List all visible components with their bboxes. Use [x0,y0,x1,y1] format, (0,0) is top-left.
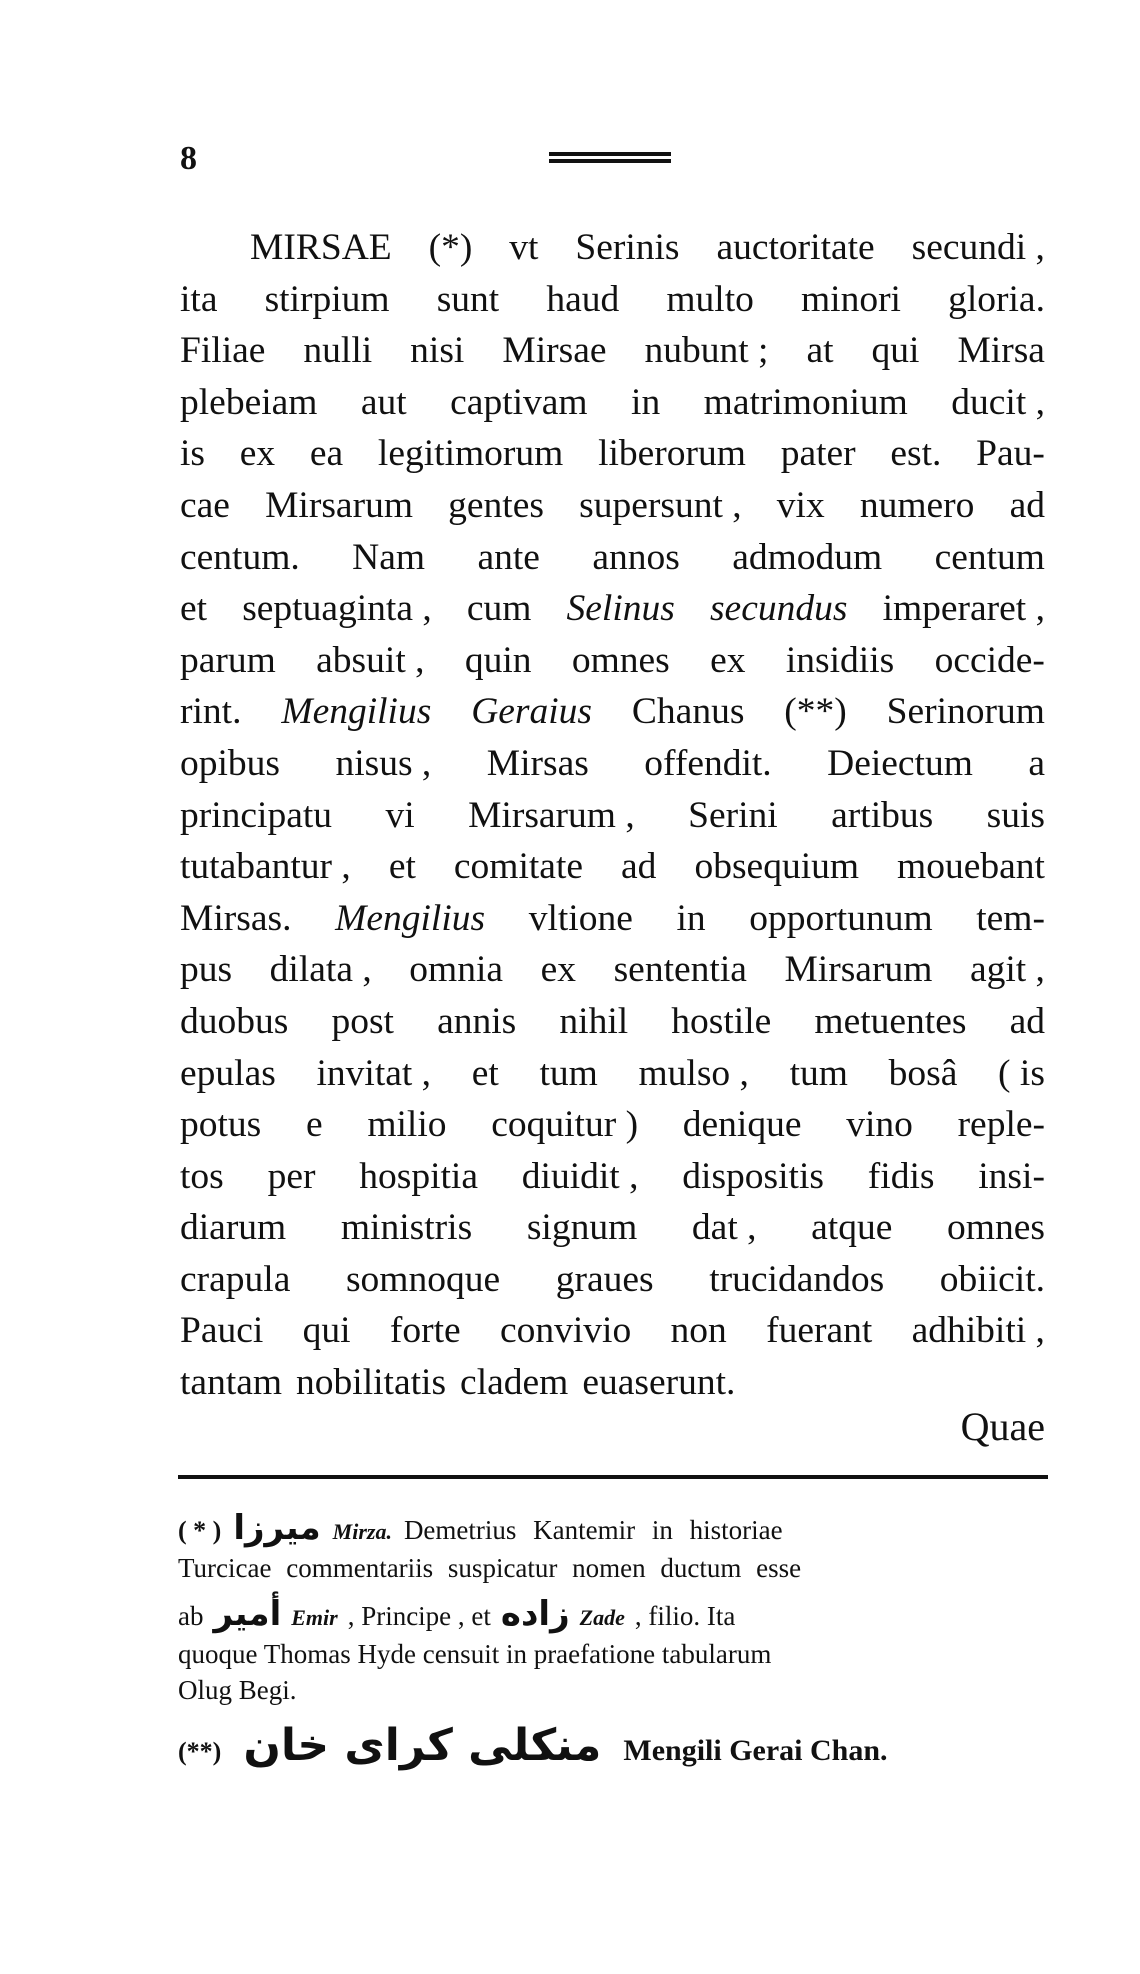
word: offendit. [644,742,772,784]
word: trucidandos [709,1258,885,1300]
word: dilata , [269,949,372,991]
word: tem- [976,897,1045,939]
word: Nam [352,536,426,578]
text-line [180,1357,1045,1409]
word: vltione [528,897,633,939]
word: nisi [410,330,465,372]
word: milio [367,1104,447,1146]
word: mulso , [638,1052,749,1094]
footnote-1-text: Demetrius Kantemir in historiae [403,1515,783,1545]
word: ad [1009,1000,1045,1042]
word: cae [180,484,230,526]
word: tum [789,1052,848,1094]
word: comitate [453,846,584,888]
word: Pauci [180,1310,264,1352]
word: convivio [499,1310,632,1352]
word: vino [846,1104,913,1146]
word: sententia [613,949,747,991]
word: annis [437,1000,517,1042]
word: imperaret , [882,588,1045,630]
word: Serini [688,794,778,836]
word: plebeiam [180,381,318,423]
word: Mirsas [486,742,589,784]
word: tantam [180,1362,283,1404]
word: (*) [428,227,473,268]
footnote-1-text-5: Olug Begi. [178,1675,297,1705]
footnote-2-latin: Mengili Gerai Chan. [623,1734,888,1767]
word: est. [890,433,942,475]
word: non [670,1310,727,1352]
word: Mirsarum [265,484,413,526]
word: ante [477,536,540,578]
footnotes [178,1510,1043,1770]
word: auctoritate [716,227,875,268]
word: in [631,381,661,423]
footnote-1-line-2 [178,1550,1043,1586]
word: gloria. [948,278,1045,320]
word: Pau- [976,433,1045,475]
text-line [180,841,1045,893]
word: fuerant [766,1310,873,1352]
word: Mirsae [502,330,607,372]
word: MIRSAE [250,227,392,268]
text-line [180,635,1045,687]
word: vix [776,484,825,526]
word: rint. [180,691,242,733]
word: obiicit. [939,1258,1045,1300]
text-line [180,583,1045,635]
text-line [180,1099,1045,1151]
word: stirpium [264,278,390,320]
word: multo [666,278,754,320]
principe-text: , Principe , et [347,1601,491,1631]
word: minori [800,278,901,320]
text-line [180,893,1045,945]
text-line [180,274,1045,326]
footnote-1-line-5 [178,1672,1043,1708]
word: metuentes [814,1000,967,1042]
word: Mirsarum [784,949,933,991]
word: secundi , [911,227,1045,268]
word: ad [1009,484,1045,526]
word: euaserunt. [582,1362,736,1404]
word: qui [871,330,920,372]
zade-label: Zade [579,1605,625,1630]
word: duobus [180,1000,289,1042]
text-line [180,996,1045,1048]
word: occide- [934,639,1045,681]
word: Mengilius [281,691,432,733]
word: fidis [867,1155,935,1197]
word: reple- [957,1104,1045,1146]
word: matrimonium [703,381,908,423]
word: nihil [559,1000,629,1042]
word: Serinis [575,227,680,268]
text-line [180,377,1045,429]
word: e [305,1104,323,1146]
word: omnes [571,639,670,681]
word: hostile [671,1000,772,1042]
word: secundus [709,588,848,630]
main-text-block [180,222,1045,1409]
word: vt [509,227,539,268]
word: annos [592,536,680,578]
text-line [180,1202,1045,1254]
text-line [180,944,1045,996]
footnote-1-line-3 [178,1596,1043,1636]
word: dat , [691,1207,757,1249]
header-double-rule [549,152,671,168]
text-line [180,1305,1045,1357]
footnote-2-mark: (**) [178,1737,222,1766]
word: opibus [180,742,281,784]
word: graues [555,1258,654,1300]
catchword: Quae [960,1404,1045,1449]
text-line [180,790,1045,842]
text-line [180,738,1045,790]
word: Mirsarum , [468,794,635,836]
footnote-1-line-4 [178,1636,1043,1672]
word: Mengilius [335,897,486,939]
word: denique [682,1104,802,1146]
word: nisus , [335,742,432,784]
word: epulas [180,1052,276,1094]
word: et [388,846,416,888]
word: somnoque [345,1258,501,1300]
word: invitat , [316,1052,432,1094]
arabic-mirza: ميرزا [233,1508,321,1548]
text-line [180,480,1045,532]
emir-label: Emir [291,1605,338,1630]
filio-text: , filio. Ita [634,1601,736,1631]
footnote-divider [178,1475,1048,1479]
mirza-label: Mirza. [332,1519,392,1544]
word: atque [811,1207,893,1249]
word: forte [389,1310,461,1352]
word: artibus [831,794,934,836]
word: principatu [180,794,333,836]
word: ex [710,639,746,681]
word: quin [464,639,532,681]
word: is [180,433,206,475]
word: mouebant [897,846,1045,888]
word: pus [180,949,233,991]
word: septuaginta , [242,588,432,630]
word: pater [780,433,856,475]
word: Serinorum [886,691,1045,733]
arabic-emir: أمير [213,1594,282,1634]
word: admodum [732,536,883,578]
word: insi- [978,1155,1045,1197]
arabic-zade: زاده [500,1594,570,1634]
word: liberorum [598,433,746,475]
word: qui [302,1310,351,1352]
word: ministris [340,1207,473,1249]
word: ( is [998,1052,1045,1094]
word: nubunt ; [644,330,769,372]
word: sunt [436,278,500,320]
word: ducit , [951,381,1045,423]
arabic-mengili: منكلى كراى خان [243,1720,602,1771]
word: omnes [947,1207,1045,1249]
word: obsequium [694,846,860,888]
footnote-1-mark: ( * ) [178,1516,222,1545]
text-line [180,325,1045,377]
word: insidiis [785,639,895,681]
word: centum. [180,536,300,578]
word: a [1028,742,1045,784]
text-line [180,1048,1045,1100]
word: vi [385,794,415,836]
word: potus [180,1104,262,1146]
word: coquitur ) [491,1104,639,1146]
word: gentes [448,484,544,526]
footnote-1-line-1 [178,1510,1043,1550]
word: omnia [409,949,504,991]
word: tos [180,1155,224,1197]
word: post [331,1000,394,1042]
text-line [180,222,1045,274]
footnote-1-text-2: Turcicae commentariis suspicatur nomen ductum esse [178,1553,802,1583]
ab-word: ab [178,1601,204,1631]
text-line [180,1254,1045,1306]
word: nobilitatis [296,1362,447,1404]
page-number: 8 [180,140,197,177]
word: Mirsas. [180,897,292,939]
word: centum [934,536,1045,578]
word: ita [180,278,218,320]
word: dispositis [682,1155,824,1197]
word: Geraius [471,691,593,733]
word: numero [859,484,975,526]
word: absuit , [316,639,425,681]
word: signum [526,1207,638,1249]
word: hospitia [359,1155,478,1197]
word: diuidit , [521,1155,639,1197]
word: in [676,897,706,939]
word: nulli [303,330,373,372]
word: Chanus [631,691,745,733]
word: tum [539,1052,598,1094]
word: Filiae [180,330,266,372]
word: aut [360,381,407,423]
word: parum [180,639,276,681]
word: crapula [180,1258,291,1300]
text-line [180,532,1045,584]
word: suis [986,794,1045,836]
footnote-2 [178,1720,1043,1771]
word: haud [546,278,620,320]
word: et [471,1052,499,1094]
word: ea [309,433,344,475]
word: opportunum [749,897,933,939]
word: ex [540,949,577,991]
word: captivam [450,381,588,423]
word: bosâ [888,1052,958,1094]
word: at [806,330,834,372]
word: et [180,588,208,630]
word: ex [239,433,276,475]
word: per [267,1155,316,1197]
word: tutabantur , [180,846,351,888]
word: agit , [969,949,1045,991]
word: cum [466,588,532,630]
word: supersunt , [579,484,742,526]
word: (**) [784,691,847,733]
word: ad [621,846,657,888]
word: Mirsa [957,330,1045,372]
word: Selinus [566,588,675,630]
text-line [180,428,1045,480]
footnote-1-text-4: quoque Thomas Hyde censuit in praefatione tabularum [178,1639,772,1669]
word: Deiectum [827,742,973,784]
word: cladem [460,1362,569,1404]
text-line [180,1151,1045,1203]
word: legitimorum [377,433,564,475]
word: adhibiti , [911,1310,1045,1352]
word: diarum [180,1207,287,1249]
text-line [180,686,1045,738]
